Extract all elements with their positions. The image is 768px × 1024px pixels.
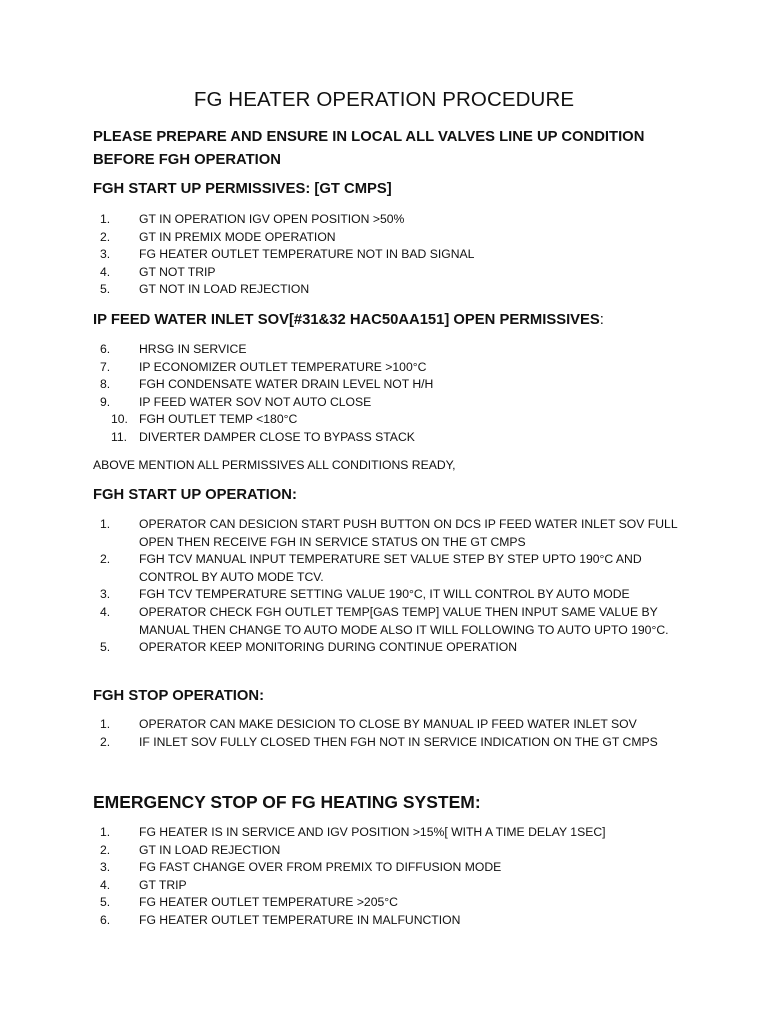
list-item: 2. GT IN PREMIX MODE OPERATION	[100, 229, 336, 244]
document-title: FG HEATER OPERATION PROCEDURE	[193, 88, 575, 111]
heading-start-operation: FGH START UP OPERATION:	[93, 487, 297, 503]
list-sov-permissives	[0, 341, 699, 447]
list-item: 10. FGH OUTLET TEMP <180°C	[111, 412, 298, 427]
list-item: 1. FG HEATER IS IN SERVICE AND IGV POSITION >15%[ WITH A TIME DELAY 1SEC]	[100, 825, 606, 839]
intro-instruction: PLEASE PREPARE AND ENSURE IN LOCAL ALL VALVES LINE UP CONDITION BEFORE FGH OPERATION	[93, 129, 645, 168]
list-item: 6. FG HEATER OUTLET TEMPERATURE IN MALFUNCTION	[100, 912, 461, 927]
list-item: 8. FGH CONDENSATE WATER DRAIN LEVEL NOT H/H	[100, 377, 434, 392]
list-emergency-stop	[0, 824, 699, 930]
list-start-permissives	[0, 211, 699, 299]
list-item: 9. IP FEED WATER SOV NOT AUTO CLOSE	[100, 394, 372, 409]
list-item: 4. GT NOT TRIP	[100, 264, 216, 279]
list-item: 7. IP ECONOMIZER OUTLET TEMPERATURE >100°C	[100, 359, 427, 374]
list-start-operation	[0, 516, 699, 657]
list-item: 6. HRSG IN SERVICE	[100, 342, 247, 356]
list-item: 4. OPERATOR CHECK FGH OUTLET TEMP[GAS TEMP] VALUE THEN INPUT SAME VALUE BY MANUAL THEN CHANGE TO AUTO MODE ALSO IT WILL FOLLOWING TO AUTO UPTO 190°C.	[100, 604, 669, 637]
list-item: 11. DIVERTER DAMPER CLOSE TO BYPASS STACK	[111, 429, 415, 444]
permissives-note: ABOVE MENTION ALL PERMISSIVES ALL CONDITIONS READY,	[93, 458, 456, 472]
list-item: 1. OPERATOR CAN MAKE DESICION TO CLOSE BY MANUAL IP FEED WATER INLET SOV	[100, 717, 637, 731]
list-stop-operation	[0, 716, 699, 751]
heading-sov-permissives: IP FEED WATER INLET SOV[#31&32 HAC50AA151] OPEN PERMISSIVES:	[93, 312, 604, 328]
list-item: 3. FG FAST CHANGE OVER FROM PREMIX TO DIFFUSION MODE	[100, 860, 502, 875]
list-item: 2. GT IN LOAD REJECTION	[100, 842, 281, 857]
list-item: 2. FGH TCV MANUAL INPUT TEMPERATURE SET VALUE STEP BY STEP UPTO 190°C AND CONTROL BY AUTO MODE TCV.	[100, 552, 642, 584]
list-item: 4. GT TRIP	[100, 877, 187, 892]
list-item: 5. GT NOT IN LOAD REJECTION	[100, 282, 310, 297]
list-item: 5. OPERATOR KEEP MONITORING DURING CONTINUE OPERATION	[100, 640, 518, 655]
list-item: 3. FG HEATER OUTLET TEMPERATURE NOT IN BAD SIGNAL	[100, 247, 475, 262]
list-item: 5. FG HEATER OUTLET TEMPERATURE >205°C	[100, 895, 398, 910]
list-item: 1. GT IN OPERATION IGV OPEN POSITION >50%	[100, 212, 405, 226]
heading-emergency-stop: EMERGENCY STOP OF FG HEATING SYSTEM:	[93, 792, 481, 812]
heading-start-permissives: FGH START UP PERMISSIVES: [GT CMPS]	[93, 181, 392, 197]
list-item: 2. IF INLET SOV FULLY CLOSED THEN FGH NOT IN SERVICE INDICATION ON THE GT CMPS	[100, 734, 658, 749]
list-item: 1. OPERATOR CAN DESICION START PUSH BUTTON ON DCS IP FEED WATER INLET SOV FULL OPEN THEN RECEIVE FGH IN SERVICE STATUS ON THE GT CMPS	[100, 517, 678, 549]
heading-stop-operation: FGH STOP OPERATION:	[93, 688, 265, 704]
list-item: 3. FGH TCV TEMPERATURE SETTING VALUE 190°C, IT WILL CONTROL BY AUTO MODE	[100, 587, 630, 602]
